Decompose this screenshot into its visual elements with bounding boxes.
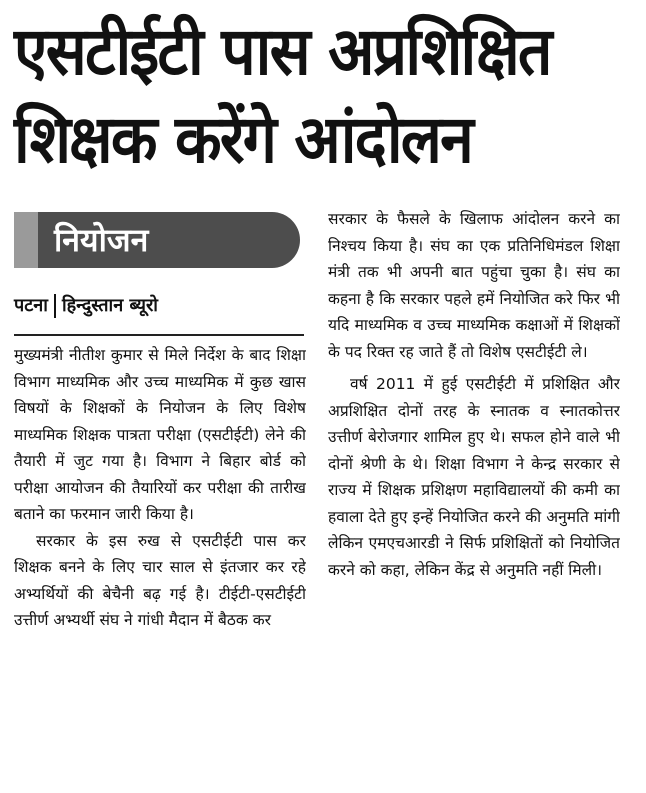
byline-location: पटना bbox=[14, 295, 48, 316]
byline bbox=[14, 290, 158, 322]
article-paragraph: सरकार के इस रुख से एसटीईटी पास कर शिक्षक बनने के लिए चार साल से इंतजार कर रहे अभ्यर्थियों की बेचैनी बढ़ गई है। टीईटी-एसटीईटी उत्तीर्ण अभ्यर्थी संघ ने गांधी मैदान में बैठक कर bbox=[14, 531, 306, 629]
byline-source: हिन्दुस्तान ब्यूरो bbox=[61, 295, 158, 316]
article-column-left bbox=[14, 342, 306, 762]
article-column-right bbox=[328, 206, 620, 766]
article-paragraph: सरकार के फैसले के खिलाफ आंदोलन करने का निश्चय किया है। संघ का एक प्रतिनिधिमंडल शिक्षा मंत्री तक भी अपनी बात पहुंचा चुका है। संघ का कहना है कि सरकार पहले हमें नियोजित करे फिर भी यदि माध्यमिक व उच्च माध्यमिक कक्षाओं में शिक्षकों के पद रिक्त रह जाते हैं तो विशेष एसटीईटी ले। bbox=[328, 210, 620, 361]
article-headline: एसटीईटी पास अप्रशिक्षित शिक्षक करेंगे आंदोलन bbox=[14, 13, 551, 178]
section-banner-accent bbox=[14, 212, 38, 268]
byline-divider bbox=[14, 334, 304, 336]
article-paragraph: मुख्यमंत्री नीतीश कुमार से मिले निर्देश के बाद शिक्षा विभाग माध्यमिक और उच्च माध्यमिक में कुछ खास विषयों के शिक्षकों के नियोजन के लिए विशेष माध्यमिक शिक्षक पात्रता परीक्षा (एसटीईटी) लेने की तैयारी में जुट गया है। विभाग ने बिहार बोर्ड को परीक्षा आयोजन की तैयारियों कर परीक्षा की तारीख बताने का फरमान जारी किया है। bbox=[14, 346, 306, 523]
section-banner bbox=[14, 212, 300, 268]
byline-separator bbox=[54, 294, 56, 318]
article-paragraph: वर्ष 2011 में हुई एसटीईटी में प्रशिक्षित और अप्रशिक्षित दोनों तरह के स्नातक व स्नातकोत्तर उत्तीर्ण बेरोजगार शामिल हुए थे। सफल होने वाले भी दोनों श्रेणी के थे। शिक्षा विभाग ने केन्द्र सरकार से राज्य में शिक्षक प्रशिक्षण महाविद्यालयों की कमी का हवाला देते हुए इन्हें नियोजित करने की अनुमति मांगी लेकिन एमएचआरडी ने सिर्फ प्रशिक्षितों को नियोजित करने को कहा, लेकिन केंद्र से अनुमति नहीं मिली। bbox=[328, 375, 620, 579]
section-label: नियोजन bbox=[54, 221, 149, 259]
